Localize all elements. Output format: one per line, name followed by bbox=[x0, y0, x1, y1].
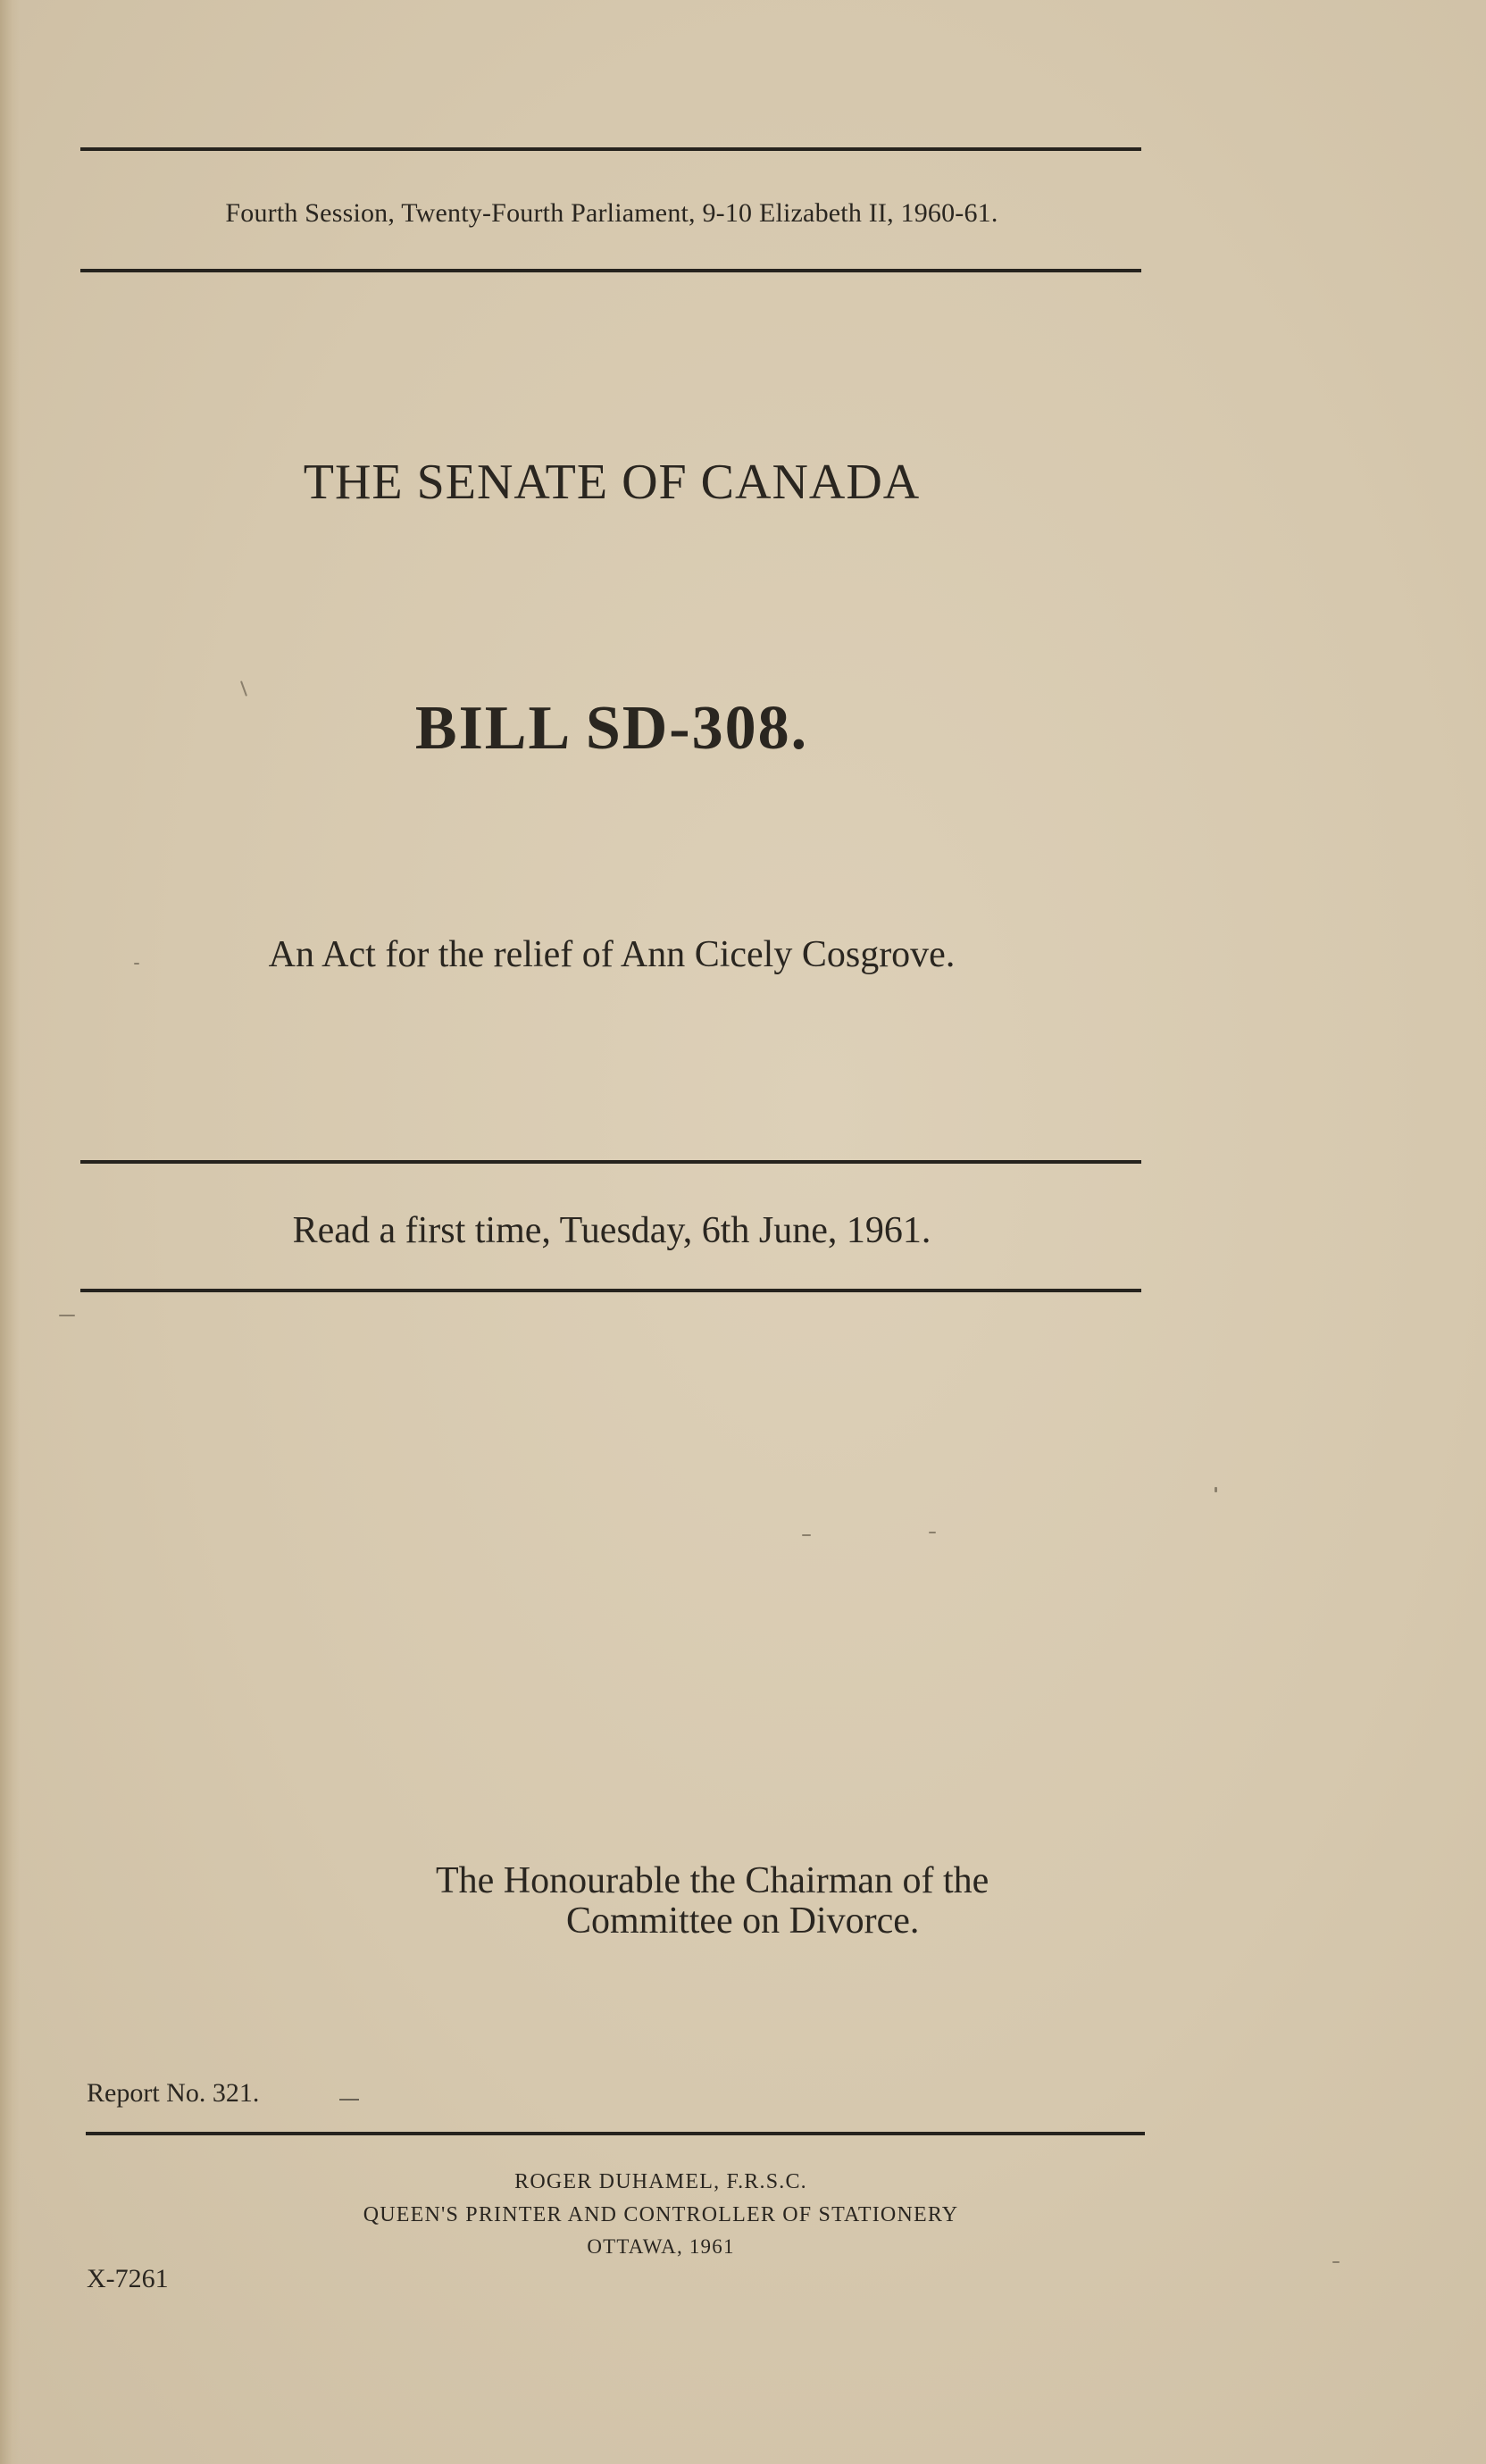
header-bottom-rule bbox=[80, 269, 1141, 272]
printer-place: OTTAWA, 1961 bbox=[587, 2235, 735, 2258]
print-code: X-7261 bbox=[87, 2264, 169, 2293]
first-reading-line: Read a first time, Tuesday, 6th June, 1961. bbox=[292, 1210, 931, 1251]
printer-title: QUEEN'S PRINTER AND CONTROLLER OF STATIONERY bbox=[363, 2203, 959, 2226]
paper-speck bbox=[59, 1315, 75, 1316]
sponsor-line-2: Committee on Divorce. bbox=[566, 1900, 920, 1942]
paper-speck bbox=[134, 963, 139, 965]
paper-speck bbox=[1332, 2261, 1340, 2263]
session-line: Fourth Session, Twenty-Fourth Parliament, 9-10 Elizabeth II, 1960-61. bbox=[225, 198, 998, 228]
act-title: An Act for the relief of Ann Cicely Cosgrove. bbox=[268, 934, 956, 975]
report-number: Report No. 321. bbox=[87, 2078, 260, 2108]
senate-heading: THE SENATE OF CANADA bbox=[303, 455, 921, 510]
top-rule bbox=[80, 147, 1141, 151]
reading-top-rule bbox=[80, 1160, 1141, 1164]
imprint-rule bbox=[86, 2132, 1145, 2135]
printer-name: ROGER DUHAMEL, F.R.S.C. bbox=[514, 2170, 807, 2193]
bill-number: BILL SD-308. bbox=[414, 694, 809, 763]
reading-bottom-rule bbox=[80, 1289, 1141, 1292]
paper-speck bbox=[929, 1532, 936, 1533]
sponsor-line-1: The Honourable the Chairman of the bbox=[436, 1860, 989, 1901]
report-dash bbox=[339, 2099, 359, 2101]
paper-speck bbox=[802, 1534, 811, 1536]
paper-speck bbox=[1215, 1487, 1217, 1492]
